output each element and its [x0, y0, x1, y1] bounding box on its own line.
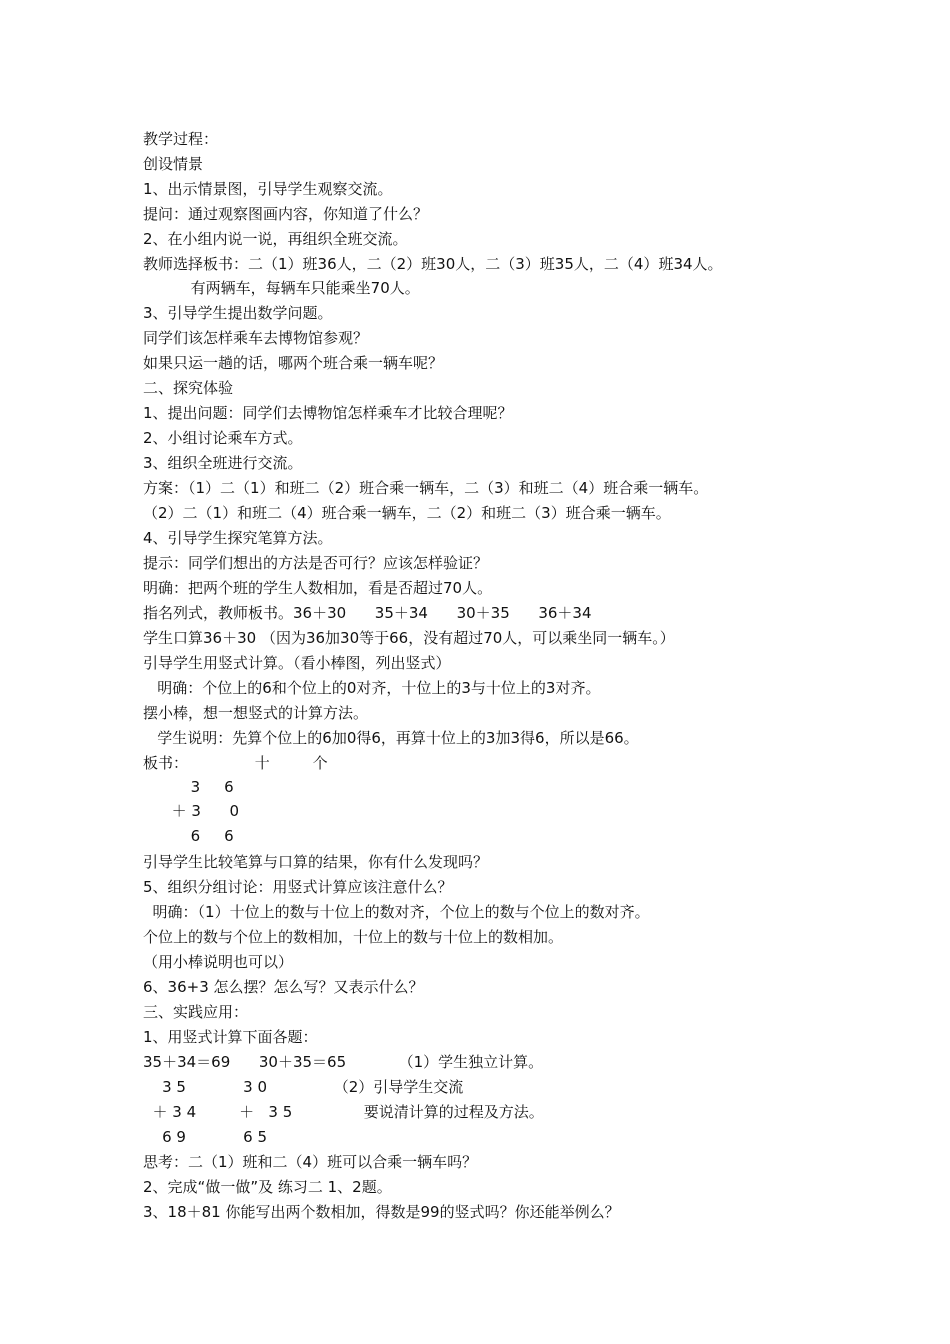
text-line: 1、用竖式计算下面各题： — [143, 1028, 318, 1046]
vertical-calc-row: ＋ 3 4 ＋ 3 5 要说清计算的过程及方法。 — [143, 1103, 544, 1121]
text-line: 明确：把两个班的学生人数相加，看是否超过70人。 — [143, 579, 493, 597]
board-header: 板书： 十 个 — [143, 754, 328, 772]
section-heading: 二、探究体验 — [143, 379, 234, 397]
vertical-calc-row: 6 6 — [143, 827, 234, 845]
text-line: 5、组织分组讨论：用竖式计算应该注意什么？ — [143, 878, 453, 896]
text-line: （用小棒说明也可以） — [143, 953, 294, 971]
text-line: 提示：同学们想出的方法是否可行？应该怎样验证？ — [143, 554, 489, 572]
text-line: 4、引导学生探究笔算方法。 — [143, 529, 333, 547]
vertical-calc-row: ＋ 3 0 — [143, 802, 240, 820]
text-line: 学生口算36＋30 （因为36加30等于66，没有超过70人，可以乘坐同一辆车。） — [143, 629, 675, 647]
text-line: 6、36+3 怎么摆？怎么写？又表示什么？ — [143, 978, 424, 996]
text-line: 引导学生用竖式计算。（看小棒图，列出竖式） — [143, 654, 451, 672]
text-line: 方案：（1）二（1）和班二（2）班合乘一辆车，二（3）和班二（4）班合乘一辆车。 — [143, 479, 709, 497]
text-line: 3、组织全班进行交流。 — [143, 454, 303, 472]
vertical-calc-row: 3 5 3 0 （2）引导学生交流 — [143, 1078, 464, 1096]
text-line: 1、提出问题：同学们去博物馆怎样乘车才比较合理呢？ — [143, 404, 513, 422]
text-line: 教学过程： — [143, 130, 219, 148]
text-line: 明确：（1）十位上的数与十位上的数对齐，个位上的数与个位上的数对齐。 — [143, 903, 650, 921]
text-line: 摆小棒，想一想竖式的计算方法。 — [143, 704, 369, 722]
text-line: 有两辆车，每辆车只能乘坐70人。 — [143, 279, 420, 297]
text-line: 明确：个位上的6和个位上的0对齐，十位上的3与十位上的3对齐。 — [143, 679, 601, 697]
text-line: （2）二（1）和班二（4）班合乘一辆车，二（2）和班二（3）班合乘一辆车。 — [143, 504, 671, 522]
text-line: 提问：通过观察图画内容，你知道了什么？ — [143, 205, 429, 223]
text-line: 引导学生比较笔算与口算的结果，你有什么发现吗？ — [143, 853, 489, 871]
text-line: 指名列式，教师板书。36＋30 35＋34 30＋35 36＋34 — [143, 604, 592, 622]
vertical-calc-row: 6 9 6 5 — [143, 1128, 267, 1146]
text-line: 如果只运一趟的话，哪两个班合乘一辆车呢？ — [143, 354, 444, 372]
vertical-calc-row: 3 6 — [143, 778, 234, 796]
text-line: 3、18＋81 你能写出两个数相加，得数是99的竖式吗？你还能举例么？ — [143, 1203, 620, 1221]
text-line: 学生说明：先算个位上的6加0得6，再算十位上的3加3得6，所以是66。 — [143, 729, 639, 747]
section-heading: 三、实践应用： — [143, 1003, 249, 1021]
text-line: 思考：二（1）班和二（4）班可以合乘一辆车吗？ — [143, 1153, 478, 1171]
text-line: 教师选择板书：二（1）班36人，二（2）班30人，二（3）班35人，二（4）班34人。 — [143, 255, 723, 273]
text-line: 2、小组讨论乘车方式。 — [143, 429, 303, 447]
text-line: 2、完成“做一做”及 练习二 1、2题。 — [143, 1178, 392, 1196]
text-line: 创设情景 — [143, 155, 204, 173]
text-line: 个位上的数与个位上的数相加，十位上的数与十位上的数相加。 — [143, 928, 564, 946]
text-line: 同学们该怎样乘车去博物馆参观？ — [143, 329, 369, 347]
text-line: 3、引导学生提出数学问题。 — [143, 304, 333, 322]
text-line: 1、出示情景图，引导学生观察交流。 — [143, 180, 393, 198]
text-line: 35＋34＝69 30＋35＝65 （1）学生独立计算。 — [143, 1053, 544, 1071]
text-line: 2、在小组内说一说，再组织全班交流。 — [143, 230, 408, 248]
